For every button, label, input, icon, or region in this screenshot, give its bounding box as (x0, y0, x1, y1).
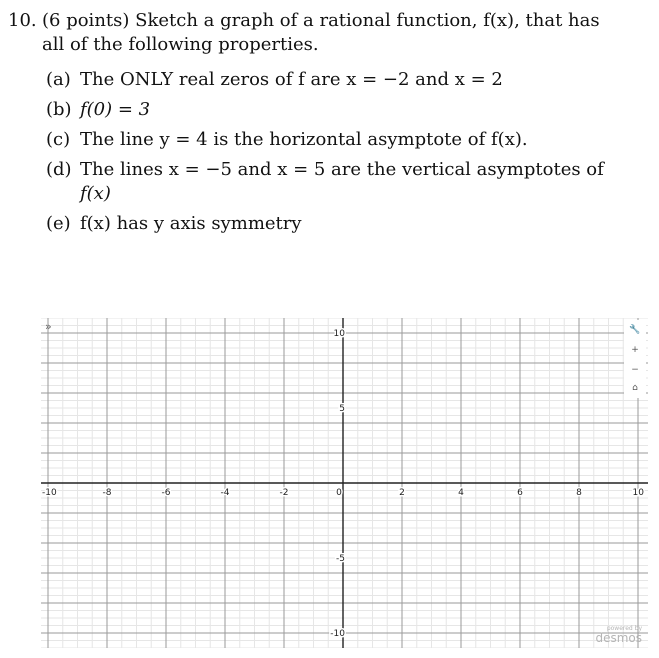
x-tick-label: -10 (42, 488, 57, 498)
property-c (46, 128, 626, 152)
x-tick-label: -8 (102, 488, 112, 498)
graph-grid[interactable] (41, 318, 648, 648)
x-tick-label: 0 (336, 488, 342, 498)
x-tick-label: -6 (161, 488, 171, 498)
desmos-logo (595, 625, 642, 644)
x-tick-label: 6 (517, 488, 523, 498)
x-tick-label: 2 (399, 488, 405, 498)
y-tick-label: -10 (330, 629, 345, 639)
property-label: (b) (46, 99, 72, 120)
y-tick-label: 10 (333, 329, 345, 339)
property-label: (d) (46, 159, 72, 180)
x-tick-label: 10 (632, 488, 644, 498)
desmos-brand-text: desmos (595, 631, 642, 645)
property-label: (e) (46, 213, 71, 234)
property-e (46, 212, 626, 236)
property-text: The lines x = −5 and x = 5 are the vertical asymptotes of (80, 159, 604, 180)
question-line-2: all of the following properties. (42, 34, 319, 55)
property-label: (c) (46, 129, 71, 150)
question-header (8, 9, 648, 57)
expand-panel-icon[interactable]: » (45, 320, 52, 333)
property-d (46, 158, 626, 206)
x-tick-label: -4 (220, 488, 230, 498)
property-text: The ONLY real zeros of f are x = −2 and x = 2 (80, 69, 503, 90)
desmos-graph[interactable] (41, 318, 648, 648)
zoom-in-button[interactable]: + (624, 340, 646, 360)
property-label: (a) (46, 69, 71, 90)
zoom-out-button[interactable]: − (624, 360, 646, 380)
question-line-1: (6 points) Sketch a graph of a rational function, f(x), that has (42, 10, 600, 31)
property-a (46, 68, 626, 92)
property-b (46, 98, 626, 122)
x-tick-label: 8 (576, 488, 582, 498)
home-icon[interactable]: ⌂ (624, 378, 646, 398)
property-text-continued: f(x) (80, 183, 111, 204)
property-list (46, 68, 626, 242)
x-tick-label: -2 (279, 488, 289, 498)
property-text: The line y = 4 is the horizontal asymptote of f(x). (80, 129, 528, 150)
question-number: 10. (8, 10, 37, 31)
property-text: f(0) = 3 (80, 99, 151, 120)
y-tick-label: 5 (339, 404, 345, 414)
x-tick-label: 4 (458, 488, 464, 498)
property-text: f(x) has y axis symmetry (80, 213, 302, 234)
powered-by-text: powered by (606, 625, 642, 632)
y-tick-label: -5 (336, 554, 345, 564)
wrench-icon[interactable]: 🔧 (624, 320, 646, 340)
